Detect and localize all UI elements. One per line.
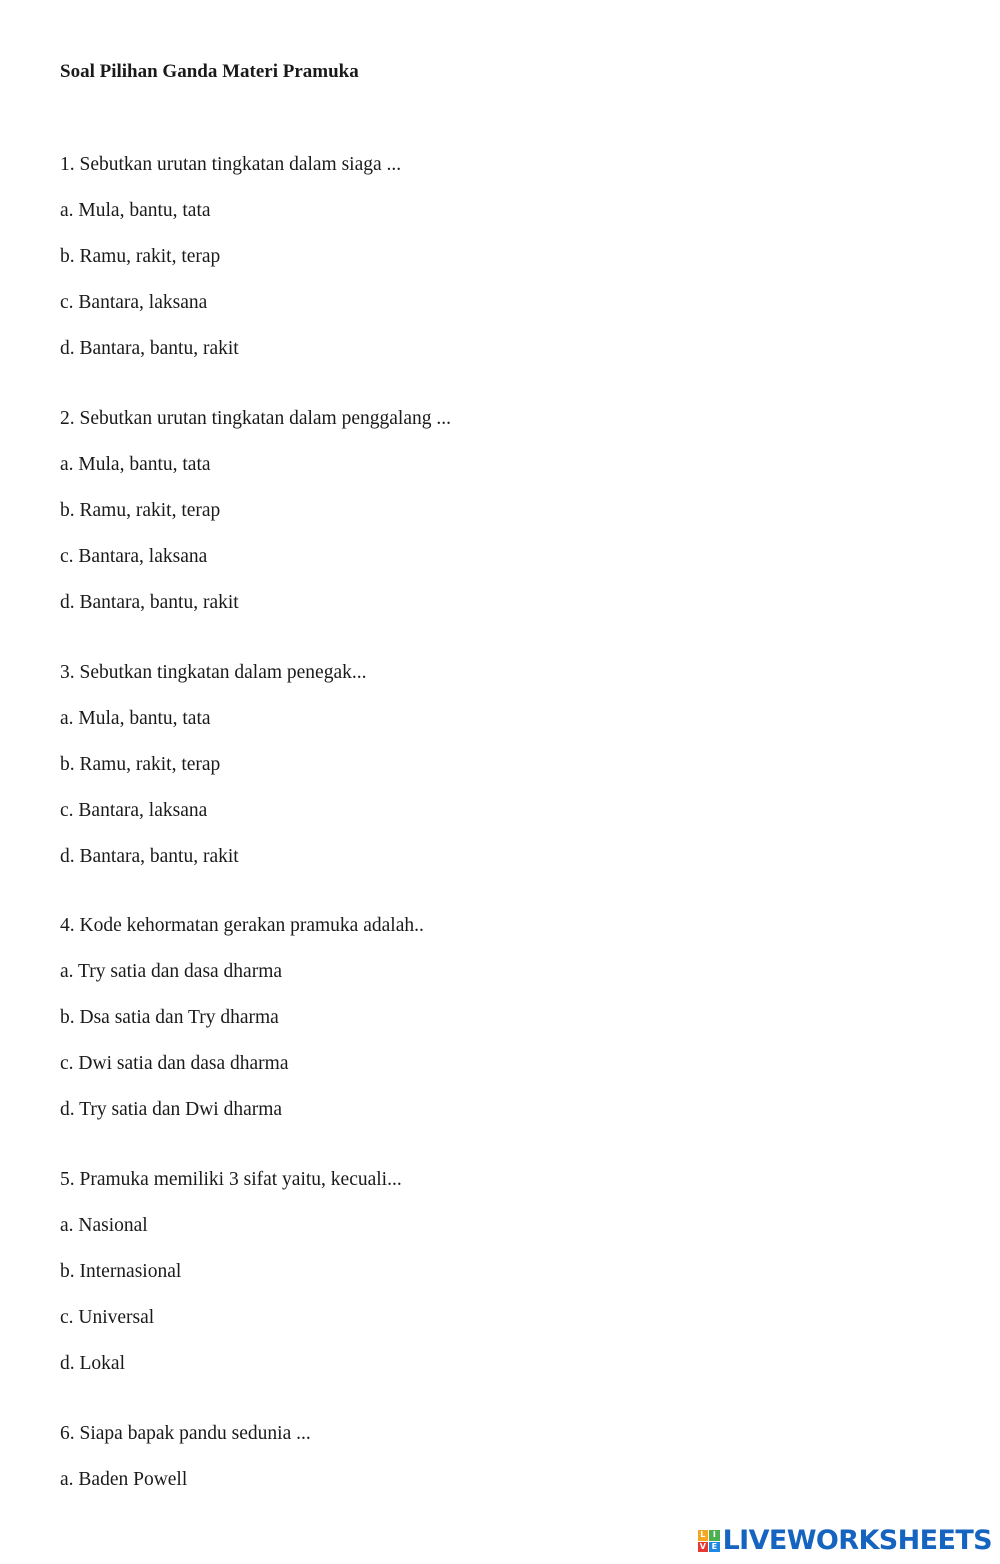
question-2-option-b: b. Ramu, rakit, terap xyxy=(60,500,221,521)
question-3-text: 3. Sebutkan tingkatan dalam penegak... xyxy=(60,662,367,683)
question-1-text: 1. Sebutkan urutan tingkatan dalam siaga ... xyxy=(60,154,402,175)
badge-letter-i: I xyxy=(709,1530,720,1541)
badge-letter-e: E xyxy=(709,1542,720,1553)
question-4-option-b: b. Dsa satia dan Try dharma xyxy=(60,1007,279,1028)
question-3-option-a: a. Mula, bantu, tata xyxy=(60,708,211,729)
liveworksheets-wordmark: LIVEWORKSHEETS xyxy=(722,1525,992,1556)
question-6-option-a: a. Baden Powell xyxy=(60,1469,188,1490)
badge-letter-v: V xyxy=(698,1542,709,1553)
badge-letter-l: L xyxy=(698,1530,709,1541)
question-1-option-c: c. Bantara, laksana xyxy=(60,292,208,313)
question-1-option-d: d. Bantara, bantu, rakit xyxy=(60,338,239,359)
question-5-option-c: c. Universal xyxy=(60,1307,155,1328)
question-4-option-c: c. Dwi satia dan dasa dharma xyxy=(60,1053,289,1074)
question-4-option-d: d. Try satia dan Dwi dharma xyxy=(60,1099,283,1120)
question-1-option-b: b. Ramu, rakit, terap xyxy=(60,246,221,267)
question-2-option-d: d. Bantara, bantu, rakit xyxy=(60,592,239,613)
question-5-text: 5. Pramuka memiliki 3 sifat yaitu, kecuali... xyxy=(60,1169,402,1190)
question-5-option-d: d. Lokal xyxy=(60,1353,125,1374)
question-5-option-a: a. Nasional xyxy=(60,1215,148,1236)
question-4-text: 4. Kode kehormatan gerakan pramuka adalah.. xyxy=(60,915,424,936)
question-6-text: 6. Siapa bapak pandu sedunia ... xyxy=(60,1423,311,1444)
question-5-option-b: b. Internasional xyxy=(60,1261,182,1282)
question-2-text: 2. Sebutkan urutan tingkatan dalam penggalang ... xyxy=(60,408,451,429)
question-2-option-c: c. Bantara, laksana xyxy=(60,546,208,567)
live-badge-icon xyxy=(698,1530,720,1552)
question-3-option-d: d. Bantara, bantu, rakit xyxy=(60,846,239,867)
question-3-option-c: c. Bantara, laksana xyxy=(60,800,208,821)
question-1-option-a: a. Mula, bantu, tata xyxy=(60,200,211,221)
question-2-option-a: a. Mula, bantu, tata xyxy=(60,454,211,475)
document-title: Soal Pilihan Ganda Materi Pramuka xyxy=(60,61,359,82)
liveworksheets-logo xyxy=(698,1526,992,1556)
question-4-option-a: a. Try satia dan dasa dharma xyxy=(60,961,283,982)
question-3-option-b: b. Ramu, rakit, terap xyxy=(60,754,221,775)
